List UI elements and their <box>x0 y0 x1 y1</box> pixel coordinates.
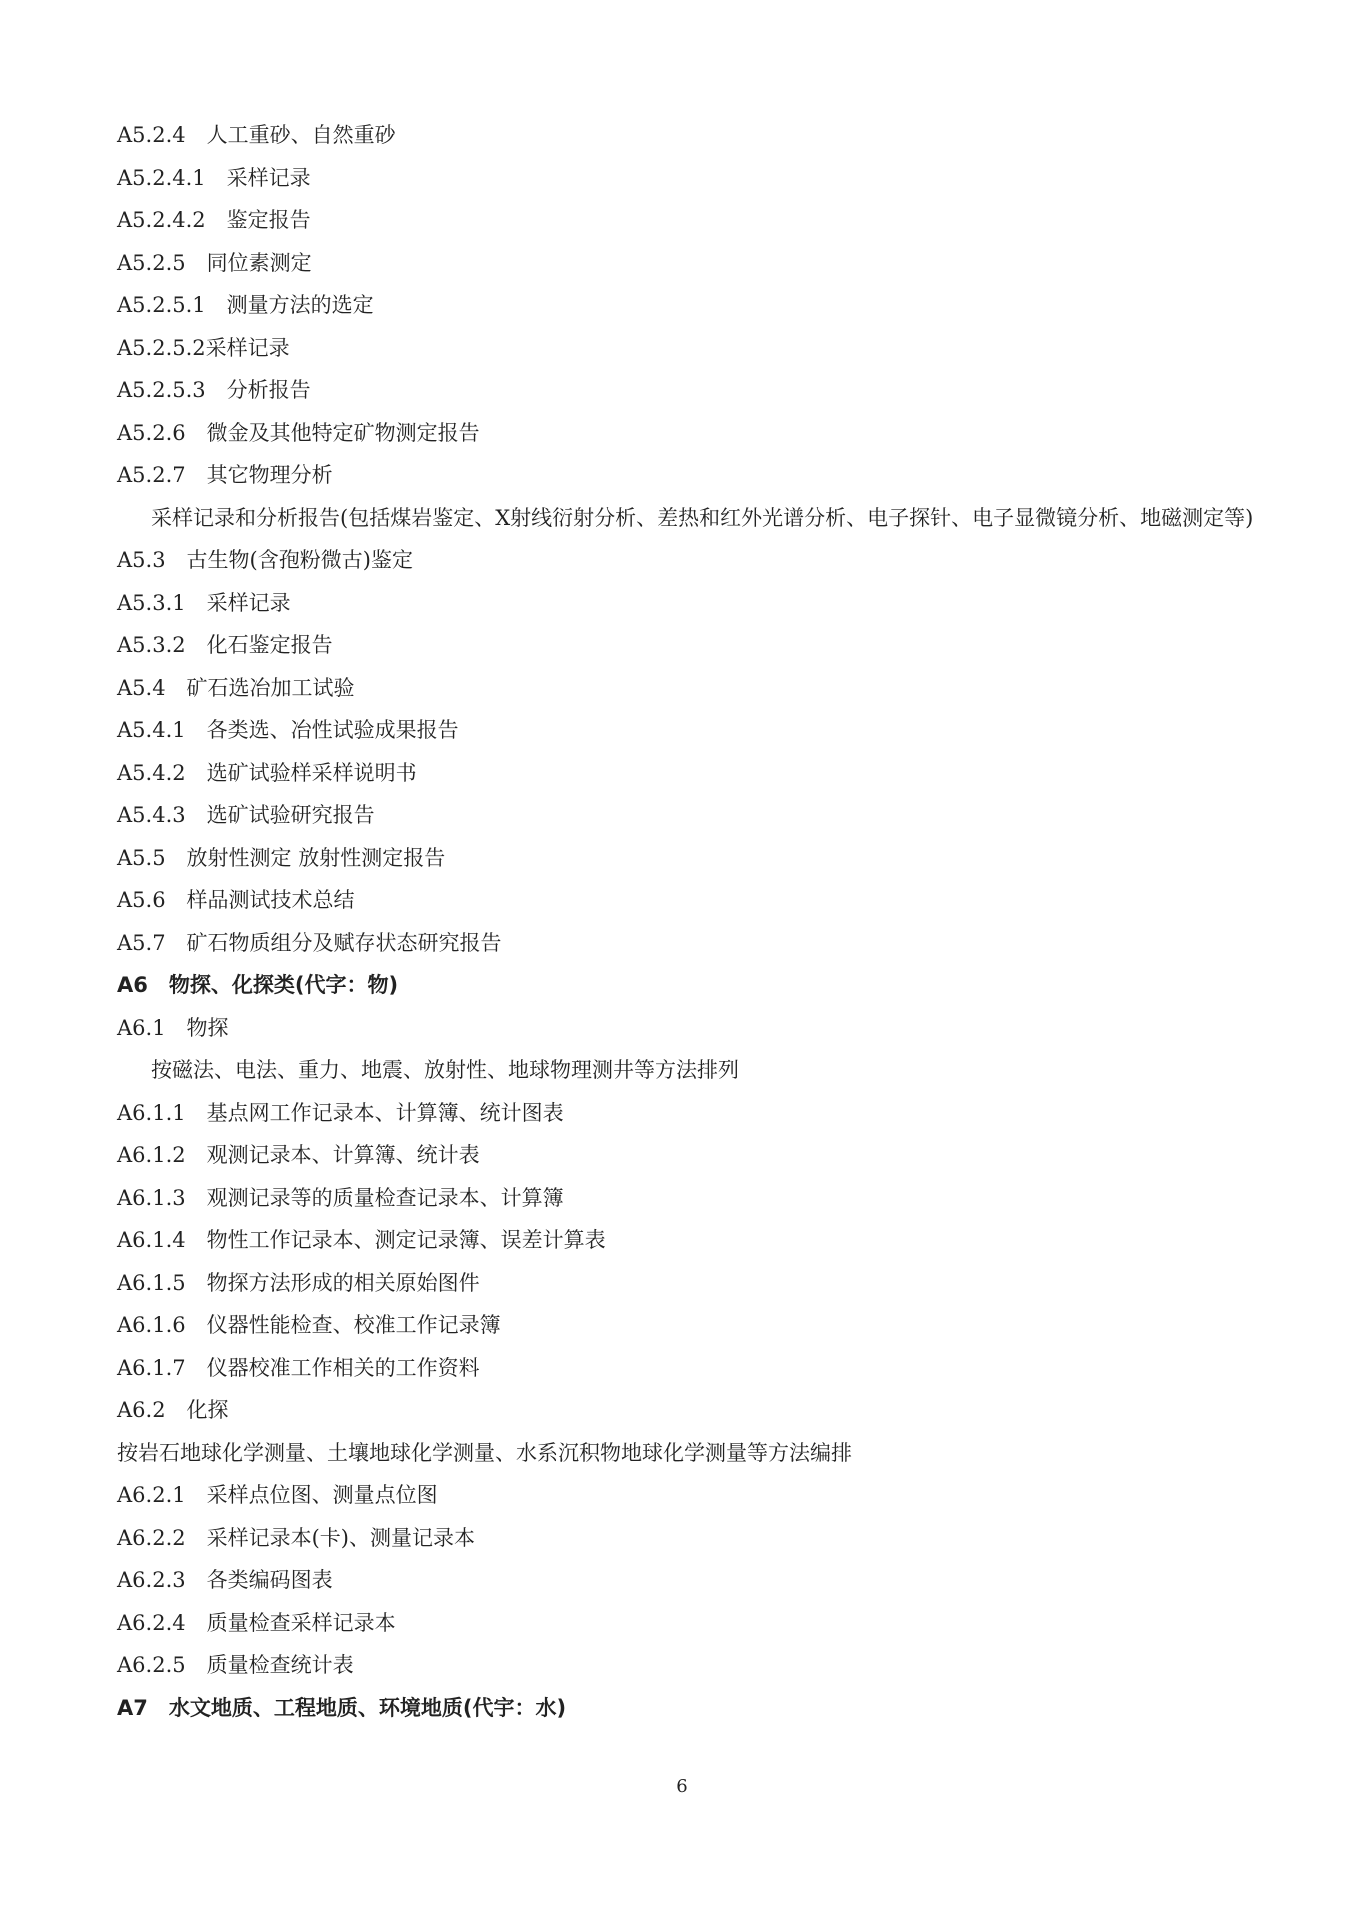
section-item: A5.4.3 选矿试验研究报告 <box>117 803 375 827</box>
section-item: A6.2.3 各类编码图表 <box>117 1568 333 1592</box>
section-heading: A5.7 矿石物质组分及赋存状态研究报告 <box>117 930 502 955</box>
section-item: A6.1.3 观测记录等的质量检查记录本、计算簿 <box>117 1185 564 1210</box>
chapter-heading-a6: A6 物探、化探类(代字：物) <box>117 973 399 997</box>
section-heading: A6.2 化探 <box>117 1398 229 1422</box>
section-item: A5.2.5.1 测量方法的选定 <box>117 293 374 317</box>
section-item: A6.2.1 采样点位图、测量点位图 <box>117 1483 438 1507</box>
section-item: A6.1.7 仪器校准工作相关的工作资料 <box>117 1355 480 1380</box>
section-item: A5.2.4.2 鉴定报告 <box>117 208 311 232</box>
section-item: A6.1.4 物性工作记录本、测定记录簿、误差计算表 <box>117 1228 606 1252</box>
section-item: A5.2.5.2采样记录 <box>117 335 290 360</box>
section-item: A5.4.2 选矿试验样采样说明书 <box>117 760 417 785</box>
section-item: A5.4.1 各类选、冶性试验成果报告 <box>117 718 459 742</box>
section-item: A6.2.2 采样记录本(卡)、测量记录本 <box>117 1525 475 1550</box>
section-item: A6.2.5 质量检查统计表 <box>117 1653 354 1677</box>
document-body <box>117 114 1257 1729</box>
section-heading: A5.6 样品测试技术总结 <box>117 888 355 912</box>
section-item: A6.1.2 观测记录本、计算簿、统计表 <box>117 1143 480 1167</box>
section-heading: A5.3 古生物(含孢粉微古)鉴定 <box>117 548 413 572</box>
section-item: A5.3.1 采样记录 <box>117 590 291 615</box>
section-item: A5.2.5.3 分析报告 <box>117 378 311 402</box>
section-heading: A5.5 放射性测定 放射性测定报告 <box>117 845 446 870</box>
chapter-heading-a7: A7 水文地质、工程地质、环境地质(代宇：水) <box>117 1695 567 1720</box>
section-item: A6.1.6 仪器性能检查、校准工作记录簿 <box>117 1313 501 1337</box>
section-item: A6.1.5 物探方法形成的相关原始图件 <box>117 1270 480 1295</box>
section-description: 按岩石地球化学测量、土壤地球化学测量、水系沉积物地球化学测量等方法编排 <box>117 1440 852 1465</box>
section-description: 按磁法、电法、重力、地震、放射性、地球物理测井等方法排列 <box>151 1058 739 1082</box>
section-item: A6.1.1 基点网工作记录本、计算簿、统计图表 <box>117 1100 564 1125</box>
section-description: 采样记录和分析报告(包括煤岩鉴定、X射线衍射分析、差热和红外光谱分析、电子探针、电子显微镜分析、地磁测定等) <box>151 505 1254 530</box>
page-number: 6 <box>676 1776 688 1797</box>
section-heading: A5.4 矿石选冶加工试验 <box>117 675 355 700</box>
section-heading: A5.2.7 其它物理分析 <box>117 463 333 487</box>
section-heading: A5.2.6 微金及其他特定矿物测定报告 <box>117 420 480 445</box>
section-heading: A6.1 物探 <box>117 1015 229 1040</box>
section-heading: A5.2.5 同位素测定 <box>117 250 312 275</box>
section-item: A5.2.4.1 采样记录 <box>117 165 311 190</box>
section-item: A6.2.4 质量检查采样记录本 <box>117 1610 396 1635</box>
section-heading: A5.2.4 人工重砂、自然重砂 <box>117 123 396 147</box>
section-item: A5.3.2 化石鉴定报告 <box>117 633 333 657</box>
